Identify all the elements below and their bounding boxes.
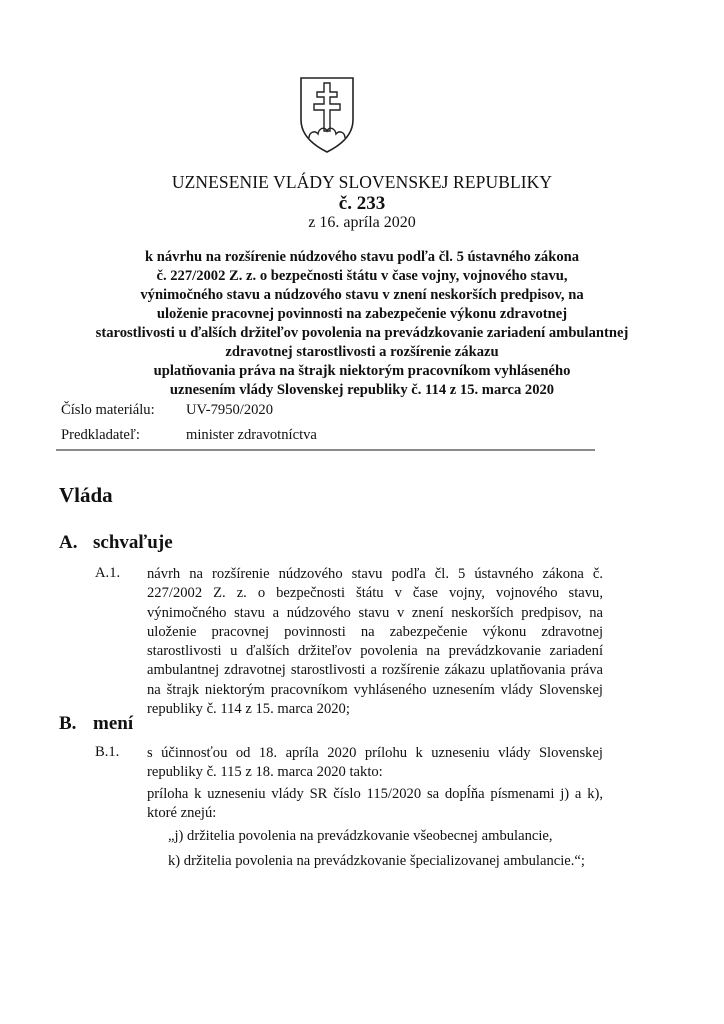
- submitter-value: minister zdravotníctva: [186, 427, 317, 443]
- text-line: návrh na rozšírenie núdzového stavu podľa čl. 5 ústavného zákona č.: [147, 566, 603, 582]
- submitter-label: Predkladateľ:: [61, 427, 140, 443]
- separator-rule: [56, 449, 595, 451]
- body-subject-heading: Vláda: [59, 483, 113, 507]
- subject-line: starostlivosti u ďalších držiteľov povolenia na prevádzkovanie zariadení ambulantnej: [95, 325, 629, 341]
- text-line: ambulantnej zdravotnej starostlivosti a rozšírenie zákazu uplatňovania práva: [147, 662, 603, 679]
- quoted-item-k: k) držitelia povolenia na prevádzkovanie špecializovanej ambulancie.“;: [168, 853, 585, 869]
- subject-line: výnimočného stavu a núdzového stavu v znení neskorších predpisov, na: [140, 287, 584, 303]
- text-line: republiky č. 115 z 18. marca 2020 takto:: [147, 764, 383, 781]
- material-number-row: [61, 402, 273, 419]
- text-line: s účinnosťou od 18. apríla 2020 prílohu k uzneseniu vlády Slovenskej: [147, 745, 603, 761]
- material-number-value: UV-7950/2020: [186, 402, 274, 418]
- resolution-number: č. 233: [338, 193, 386, 214]
- item-b1-text: [147, 744, 603, 783]
- section-letter: A.: [59, 532, 78, 553]
- subject-line: uloženie pracovnej povinnosti na zabezpečenie výkonu zdravotnej: [156, 306, 568, 322]
- text-line: na štrajk niektorým pracovníkom vyhláseného uznesením vlády Slovenskej: [147, 681, 603, 698]
- subject-line: č. 227/2002 Z. z. o bezpečnosti štátu v čase vojny, vojnového stavu,: [156, 268, 568, 284]
- section-verb: schvaľuje: [93, 532, 173, 553]
- quoted-item-j: „j) držitelia povolenia na prevádzkovanie všeobecnej ambulancie,: [168, 828, 553, 844]
- section-a-heading: [59, 532, 173, 554]
- subject-line: uznesením vlády Slovenskej republiky č. 114 z 15. marca 2020: [169, 382, 555, 398]
- section-b-heading: [59, 713, 133, 735]
- item-b1-subtext: [147, 785, 603, 824]
- subject-line: uplatňovania práva na štrajk niektorým pracovníkom vyhláseného: [153, 363, 571, 379]
- material-number-label: Číslo materiálu:: [61, 402, 155, 418]
- document-title: UZNESENIE VLÁDY SLOVENSKEJ REPUBLIKY: [171, 172, 553, 192]
- item-number: A.1.: [95, 565, 121, 581]
- text-line: 227/2002 Z. z. o bezpečnosti štátu v čase vojny, vojnového stavu,: [147, 585, 603, 602]
- text-line: ktoré znejú:: [147, 805, 217, 822]
- subject-line: zdravotnej starostlivosti a rozšírenie zákazu: [225, 344, 499, 360]
- submitter-row: [61, 427, 317, 444]
- subject-line: k návrhu na rozšírenie núdzového stavu podľa čl. 5 ústavného zákona: [144, 249, 580, 265]
- coat-of-arms-icon: [297, 74, 357, 154]
- section-verb: mení: [93, 713, 134, 734]
- item-a1-text: [147, 565, 603, 719]
- section-letter: B.: [59, 713, 77, 734]
- text-line: výnimočného stavu a núdzového stavu v znení neskorších predpisov, na: [147, 604, 603, 621]
- text-line: príloha k uzneseniu vlády SR číslo 115/2020 sa dopĺňa písmenami j) a k),: [147, 786, 603, 802]
- resolution-date: z 16. apríla 2020: [308, 214, 416, 231]
- text-line: uloženie pracovnej povinnosti na zabezpečenie výkonu zdravotnej: [147, 623, 603, 640]
- item-number: B.1.: [95, 744, 120, 760]
- text-line: republiky č. 114 z 15. marca 2020;: [147, 701, 350, 718]
- resolution-subject: [92, 248, 632, 400]
- text-line: starostlivosti u ďalších držiteľov povolenia na prevádzkovanie zariadení: [147, 643, 603, 660]
